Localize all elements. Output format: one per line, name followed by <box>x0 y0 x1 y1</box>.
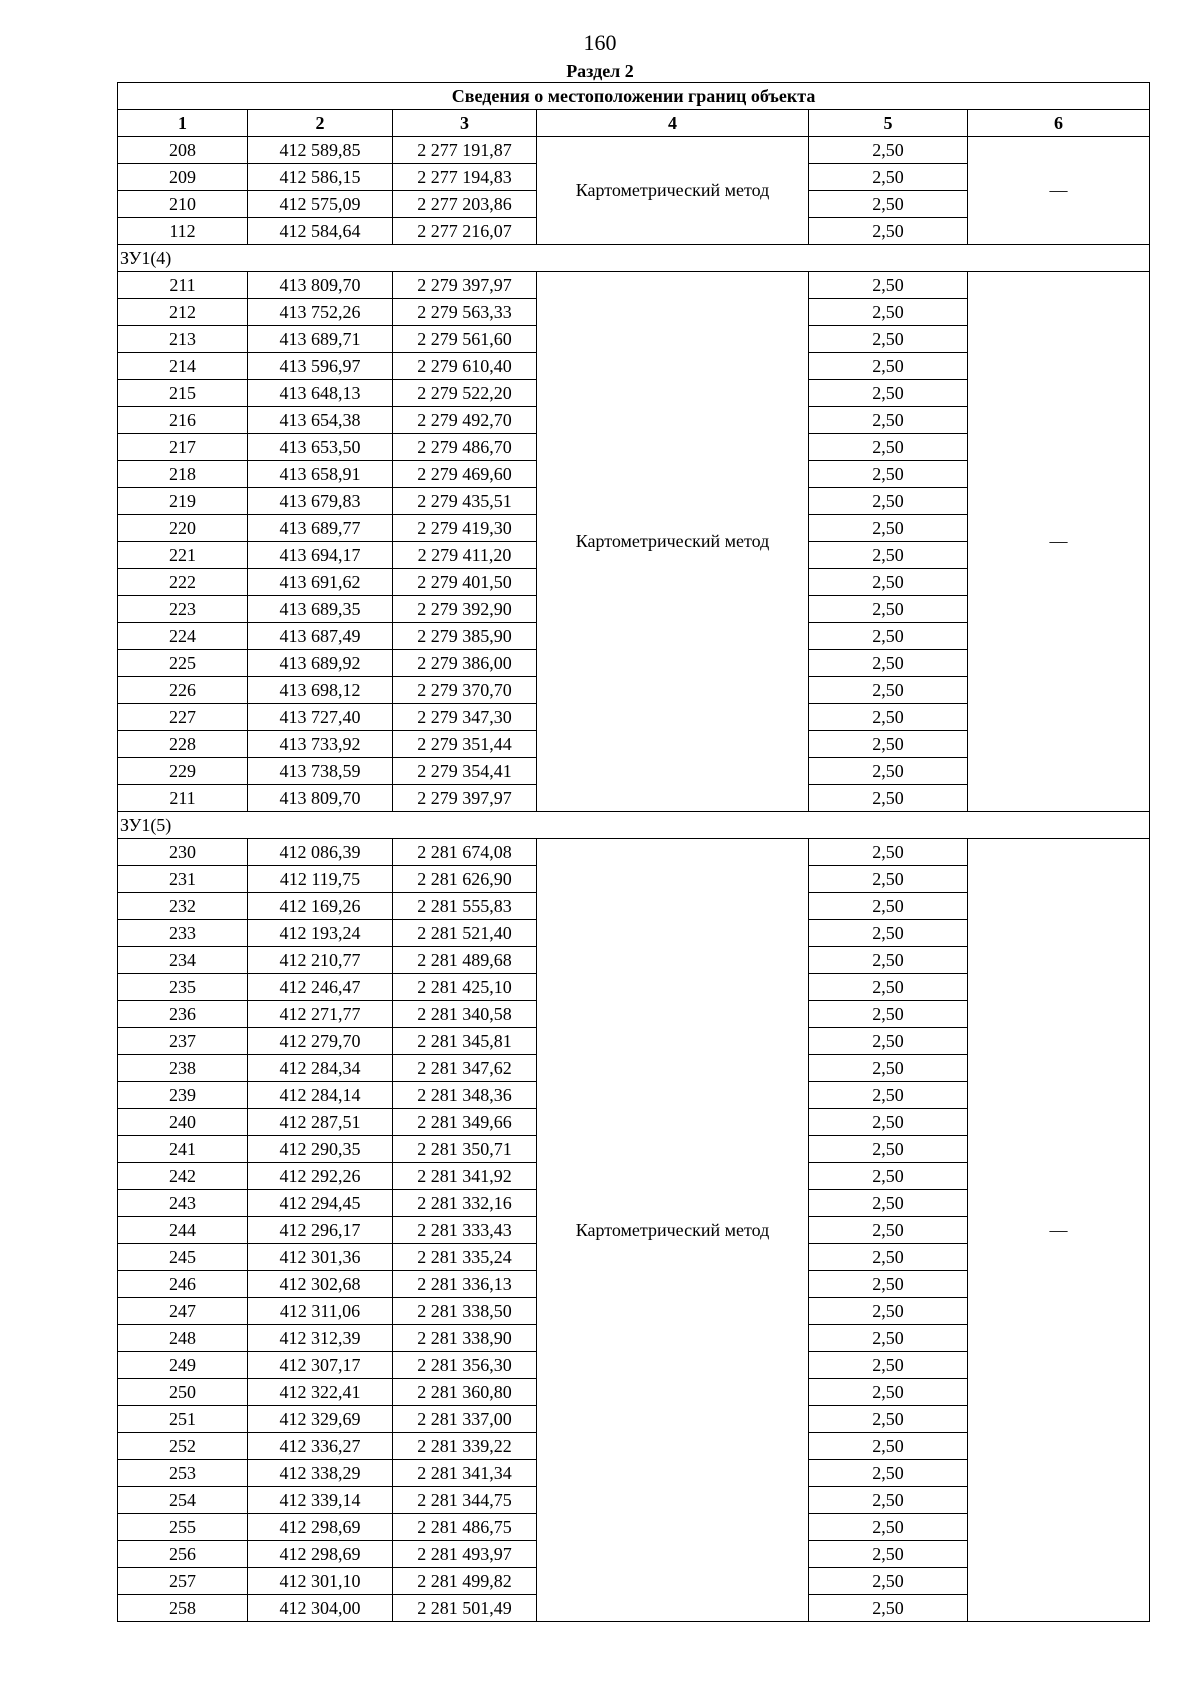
point-number: 222 <box>118 569 248 596</box>
precision-value: 2,50 <box>809 1271 968 1298</box>
precision-value: 2,50 <box>809 542 968 569</box>
x-coordinate: 412 302,68 <box>248 1271 393 1298</box>
point-number: 227 <box>118 704 248 731</box>
y-coordinate: 2 279 419,30 <box>393 515 537 542</box>
table-body <box>118 137 1150 1622</box>
precision-value: 2,50 <box>809 677 968 704</box>
x-coordinate: 412 301,36 <box>248 1244 393 1271</box>
point-number: 255 <box>118 1514 248 1541</box>
precision-value: 2,50 <box>809 137 968 164</box>
y-coordinate: 2 279 435,51 <box>393 488 537 515</box>
y-coordinate: 2 281 493,97 <box>393 1541 537 1568</box>
method-cell: Картометрический метод <box>537 137 809 245</box>
point-number: 214 <box>118 353 248 380</box>
y-coordinate: 2 281 340,58 <box>393 1001 537 1028</box>
point-number: 210 <box>118 191 248 218</box>
y-coordinate: 2 279 397,97 <box>393 272 537 299</box>
y-coordinate: 2 281 499,82 <box>393 1568 537 1595</box>
y-coordinate: 2 281 674,08 <box>393 839 537 866</box>
x-coordinate: 413 738,59 <box>248 758 393 785</box>
x-coordinate: 413 752,26 <box>248 299 393 326</box>
y-coordinate: 2 281 349,66 <box>393 1109 537 1136</box>
x-coordinate: 412 210,77 <box>248 947 393 974</box>
point-number: 248 <box>118 1325 248 1352</box>
section-title: Раздел 2 <box>566 61 634 81</box>
y-coordinate: 2 281 335,24 <box>393 1244 537 1271</box>
column-number: 4 <box>537 110 809 137</box>
point-number: 239 <box>118 1082 248 1109</box>
y-coordinate: 2 281 501,49 <box>393 1595 537 1622</box>
point-number: 216 <box>118 407 248 434</box>
x-coordinate: 412 193,24 <box>248 920 393 947</box>
column-number: 1 <box>118 110 248 137</box>
precision-value: 2,50 <box>809 974 968 1001</box>
precision-value: 2,50 <box>809 1568 968 1595</box>
x-coordinate: 413 809,70 <box>248 785 393 812</box>
precision-value: 2,50 <box>809 461 968 488</box>
point-number: 234 <box>118 947 248 974</box>
y-coordinate: 2 281 332,16 <box>393 1190 537 1217</box>
precision-value: 2,50 <box>809 1433 968 1460</box>
x-coordinate: 413 596,97 <box>248 353 393 380</box>
precision-value: 2,50 <box>809 893 968 920</box>
column-number: 5 <box>809 110 968 137</box>
table-caption: Сведения о местоположении границ объекта <box>118 83 1150 110</box>
point-number: 225 <box>118 650 248 677</box>
precision-value: 2,50 <box>809 164 968 191</box>
x-coordinate: 413 694,17 <box>248 542 393 569</box>
point-number: 224 <box>118 623 248 650</box>
x-coordinate: 412 298,69 <box>248 1541 393 1568</box>
point-number: 213 <box>118 326 248 353</box>
point-number: 237 <box>118 1028 248 1055</box>
precision-value: 2,50 <box>809 1379 968 1406</box>
precision-value: 2,50 <box>809 1082 968 1109</box>
x-coordinate: 412 294,45 <box>248 1190 393 1217</box>
point-number: 228 <box>118 731 248 758</box>
precision-value: 2,50 <box>809 1541 968 1568</box>
y-coordinate: 2 281 341,92 <box>393 1163 537 1190</box>
x-coordinate: 413 689,35 <box>248 596 393 623</box>
point-number: 223 <box>118 596 248 623</box>
precision-value: 2,50 <box>809 1055 968 1082</box>
precision-value: 2,50 <box>809 1217 968 1244</box>
x-coordinate: 412 290,35 <box>248 1136 393 1163</box>
y-coordinate: 2 277 194,83 <box>393 164 537 191</box>
y-coordinate: 2 277 191,87 <box>393 137 537 164</box>
precision-value: 2,50 <box>809 326 968 353</box>
precision-value: 2,50 <box>809 1352 968 1379</box>
precision-value: 2,50 <box>809 380 968 407</box>
precision-value: 2,50 <box>809 866 968 893</box>
x-coordinate: 412 589,85 <box>248 137 393 164</box>
y-coordinate: 2 281 486,75 <box>393 1514 537 1541</box>
x-coordinate: 412 086,39 <box>248 839 393 866</box>
precision-value: 2,50 <box>809 218 968 245</box>
y-coordinate: 2 281 347,62 <box>393 1055 537 1082</box>
precision-value: 2,50 <box>809 488 968 515</box>
precision-value: 2,50 <box>809 947 968 974</box>
point-number: 232 <box>118 893 248 920</box>
y-coordinate: 2 279 522,20 <box>393 380 537 407</box>
x-coordinate: 412 292,26 <box>248 1163 393 1190</box>
y-coordinate: 2 281 333,43 <box>393 1217 537 1244</box>
column-number: 6 <box>968 110 1150 137</box>
x-coordinate: 413 691,62 <box>248 569 393 596</box>
point-number: 236 <box>118 1001 248 1028</box>
y-coordinate: 2 279 610,40 <box>393 353 537 380</box>
precision-value: 2,50 <box>809 785 968 812</box>
coordinates-table <box>117 82 1150 1622</box>
x-coordinate: 413 679,83 <box>248 488 393 515</box>
x-coordinate: 413 653,50 <box>248 434 393 461</box>
point-number: 243 <box>118 1190 248 1217</box>
point-number: 252 <box>118 1433 248 1460</box>
y-coordinate: 2 279 386,00 <box>393 650 537 677</box>
point-number: 257 <box>118 1568 248 1595</box>
group-header-row <box>118 245 1150 272</box>
y-coordinate: 2 281 356,30 <box>393 1352 537 1379</box>
precision-value: 2,50 <box>809 1514 968 1541</box>
x-coordinate: 412 119,75 <box>248 866 393 893</box>
y-coordinate: 2 279 561,60 <box>393 326 537 353</box>
page-number: 160 <box>583 30 617 55</box>
y-coordinate: 2 281 425,10 <box>393 974 537 1001</box>
y-coordinate: 2 281 360,80 <box>393 1379 537 1406</box>
point-number: 218 <box>118 461 248 488</box>
column-number: 2 <box>248 110 393 137</box>
precision-value: 2,50 <box>809 1109 968 1136</box>
y-coordinate: 2 279 385,90 <box>393 623 537 650</box>
point-number: 215 <box>118 380 248 407</box>
x-coordinate: 412 322,41 <box>248 1379 393 1406</box>
precision-value: 2,50 <box>809 353 968 380</box>
point-number: 235 <box>118 974 248 1001</box>
x-coordinate: 412 312,39 <box>248 1325 393 1352</box>
precision-value: 2,50 <box>809 1001 968 1028</box>
precision-value: 2,50 <box>809 1244 968 1271</box>
note-cell: — <box>968 137 1150 245</box>
x-coordinate: 412 307,17 <box>248 1352 393 1379</box>
y-coordinate: 2 279 347,30 <box>393 704 537 731</box>
y-coordinate: 2 279 397,97 <box>393 785 537 812</box>
y-coordinate: 2 281 338,50 <box>393 1298 537 1325</box>
y-coordinate: 2 281 348,36 <box>393 1082 537 1109</box>
y-coordinate: 2 279 411,20 <box>393 542 537 569</box>
precision-value: 2,50 <box>809 1460 968 1487</box>
y-coordinate: 2 281 345,81 <box>393 1028 537 1055</box>
x-coordinate: 412 329,69 <box>248 1406 393 1433</box>
point-number: 219 <box>118 488 248 515</box>
point-number: 253 <box>118 1460 248 1487</box>
y-coordinate: 2 281 344,75 <box>393 1487 537 1514</box>
precision-value: 2,50 <box>809 1163 968 1190</box>
y-coordinate: 2 281 336,13 <box>393 1271 537 1298</box>
y-coordinate: 2 281 626,90 <box>393 866 537 893</box>
point-number: 244 <box>118 1217 248 1244</box>
precision-value: 2,50 <box>809 731 968 758</box>
precision-value: 2,50 <box>809 272 968 299</box>
point-number: 209 <box>118 164 248 191</box>
precision-value: 2,50 <box>809 1406 968 1433</box>
point-number: 220 <box>118 515 248 542</box>
precision-value: 2,50 <box>809 191 968 218</box>
point-number: 241 <box>118 1136 248 1163</box>
point-number: 231 <box>118 866 248 893</box>
precision-value: 2,50 <box>809 839 968 866</box>
x-coordinate: 412 298,69 <box>248 1514 393 1541</box>
x-coordinate: 412 284,14 <box>248 1082 393 1109</box>
x-coordinate: 412 336,27 <box>248 1433 393 1460</box>
group-label: ЗУ1(5) <box>118 812 1150 839</box>
point-number: 217 <box>118 434 248 461</box>
point-number: 242 <box>118 1163 248 1190</box>
point-number: 250 <box>118 1379 248 1406</box>
precision-value: 2,50 <box>809 623 968 650</box>
x-coordinate: 412 296,17 <box>248 1217 393 1244</box>
point-number: 251 <box>118 1406 248 1433</box>
y-coordinate: 2 281 341,34 <box>393 1460 537 1487</box>
y-coordinate: 2 279 401,50 <box>393 569 537 596</box>
table-row <box>118 839 1150 866</box>
x-coordinate: 412 284,34 <box>248 1055 393 1082</box>
precision-value: 2,50 <box>809 920 968 947</box>
precision-value: 2,50 <box>809 650 968 677</box>
point-number: 211 <box>118 785 248 812</box>
y-coordinate: 2 281 350,71 <box>393 1136 537 1163</box>
x-coordinate: 412 287,51 <box>248 1109 393 1136</box>
x-coordinate: 413 648,13 <box>248 380 393 407</box>
method-cell: Картометрический метод <box>537 272 809 812</box>
x-coordinate: 413 698,12 <box>248 677 393 704</box>
x-coordinate: 413 658,91 <box>248 461 393 488</box>
x-coordinate: 412 575,09 <box>248 191 393 218</box>
y-coordinate: 2 281 339,22 <box>393 1433 537 1460</box>
precision-value: 2,50 <box>809 569 968 596</box>
table-row <box>118 272 1150 299</box>
precision-value: 2,50 <box>809 407 968 434</box>
x-coordinate: 413 689,77 <box>248 515 393 542</box>
y-coordinate: 2 281 337,00 <box>393 1406 537 1433</box>
method-cell: Картометрический метод <box>537 839 809 1622</box>
point-number: 247 <box>118 1298 248 1325</box>
note-cell: — <box>968 272 1150 812</box>
precision-value: 2,50 <box>809 758 968 785</box>
precision-value: 2,50 <box>809 1190 968 1217</box>
x-coordinate: 412 301,10 <box>248 1568 393 1595</box>
x-coordinate: 412 311,06 <box>248 1298 393 1325</box>
point-number: 258 <box>118 1595 248 1622</box>
y-coordinate: 2 279 351,44 <box>393 731 537 758</box>
precision-value: 2,50 <box>809 1325 968 1352</box>
x-coordinate: 412 246,47 <box>248 974 393 1001</box>
point-number: 112 <box>118 218 248 245</box>
x-coordinate: 412 338,29 <box>248 1460 393 1487</box>
precision-value: 2,50 <box>809 1487 968 1514</box>
y-coordinate: 2 279 492,70 <box>393 407 537 434</box>
point-number: 212 <box>118 299 248 326</box>
precision-value: 2,50 <box>809 1298 968 1325</box>
y-coordinate: 2 281 521,40 <box>393 920 537 947</box>
precision-value: 2,50 <box>809 704 968 731</box>
y-coordinate: 2 281 555,83 <box>393 893 537 920</box>
table-row <box>118 137 1150 164</box>
y-coordinate: 2 279 469,60 <box>393 461 537 488</box>
note-cell: — <box>968 839 1150 1622</box>
point-number: 238 <box>118 1055 248 1082</box>
precision-value: 2,50 <box>809 1595 968 1622</box>
point-number: 240 <box>118 1109 248 1136</box>
y-coordinate: 2 279 392,90 <box>393 596 537 623</box>
y-coordinate: 2 279 486,70 <box>393 434 537 461</box>
y-coordinate: 2 277 216,07 <box>393 218 537 245</box>
x-coordinate: 413 727,40 <box>248 704 393 731</box>
point-number: 246 <box>118 1271 248 1298</box>
x-coordinate: 412 339,14 <box>248 1487 393 1514</box>
precision-value: 2,50 <box>809 596 968 623</box>
y-coordinate: 2 279 563,33 <box>393 299 537 326</box>
x-coordinate: 413 809,70 <box>248 272 393 299</box>
point-number: 226 <box>118 677 248 704</box>
group-label: ЗУ1(4) <box>118 245 1150 272</box>
x-coordinate: 413 689,71 <box>248 326 393 353</box>
precision-value: 2,50 <box>809 299 968 326</box>
y-coordinate: 2 281 338,90 <box>393 1325 537 1352</box>
point-number: 233 <box>118 920 248 947</box>
y-coordinate: 2 281 489,68 <box>393 947 537 974</box>
precision-value: 2,50 <box>809 434 968 461</box>
x-coordinate: 412 271,77 <box>248 1001 393 1028</box>
column-number: 3 <box>393 110 537 137</box>
y-coordinate: 2 277 203,86 <box>393 191 537 218</box>
x-coordinate: 412 584,64 <box>248 218 393 245</box>
precision-value: 2,50 <box>809 1028 968 1055</box>
x-coordinate: 413 687,49 <box>248 623 393 650</box>
column-number-row <box>118 110 1150 137</box>
x-coordinate: 412 586,15 <box>248 164 393 191</box>
y-coordinate: 2 279 354,41 <box>393 758 537 785</box>
x-coordinate: 413 733,92 <box>248 731 393 758</box>
point-number: 249 <box>118 1352 248 1379</box>
point-number: 229 <box>118 758 248 785</box>
table-caption-row <box>118 83 1150 110</box>
point-number: 211 <box>118 272 248 299</box>
point-number: 221 <box>118 542 248 569</box>
x-coordinate: 412 169,26 <box>248 893 393 920</box>
point-number: 230 <box>118 839 248 866</box>
x-coordinate: 413 654,38 <box>248 407 393 434</box>
x-coordinate: 412 304,00 <box>248 1595 393 1622</box>
point-number: 256 <box>118 1541 248 1568</box>
point-number: 208 <box>118 137 248 164</box>
y-coordinate: 2 279 370,70 <box>393 677 537 704</box>
precision-value: 2,50 <box>809 515 968 542</box>
x-coordinate: 412 279,70 <box>248 1028 393 1055</box>
point-number: 245 <box>118 1244 248 1271</box>
precision-value: 2,50 <box>809 1136 968 1163</box>
point-number: 254 <box>118 1487 248 1514</box>
group-header-row <box>118 812 1150 839</box>
x-coordinate: 413 689,92 <box>248 650 393 677</box>
